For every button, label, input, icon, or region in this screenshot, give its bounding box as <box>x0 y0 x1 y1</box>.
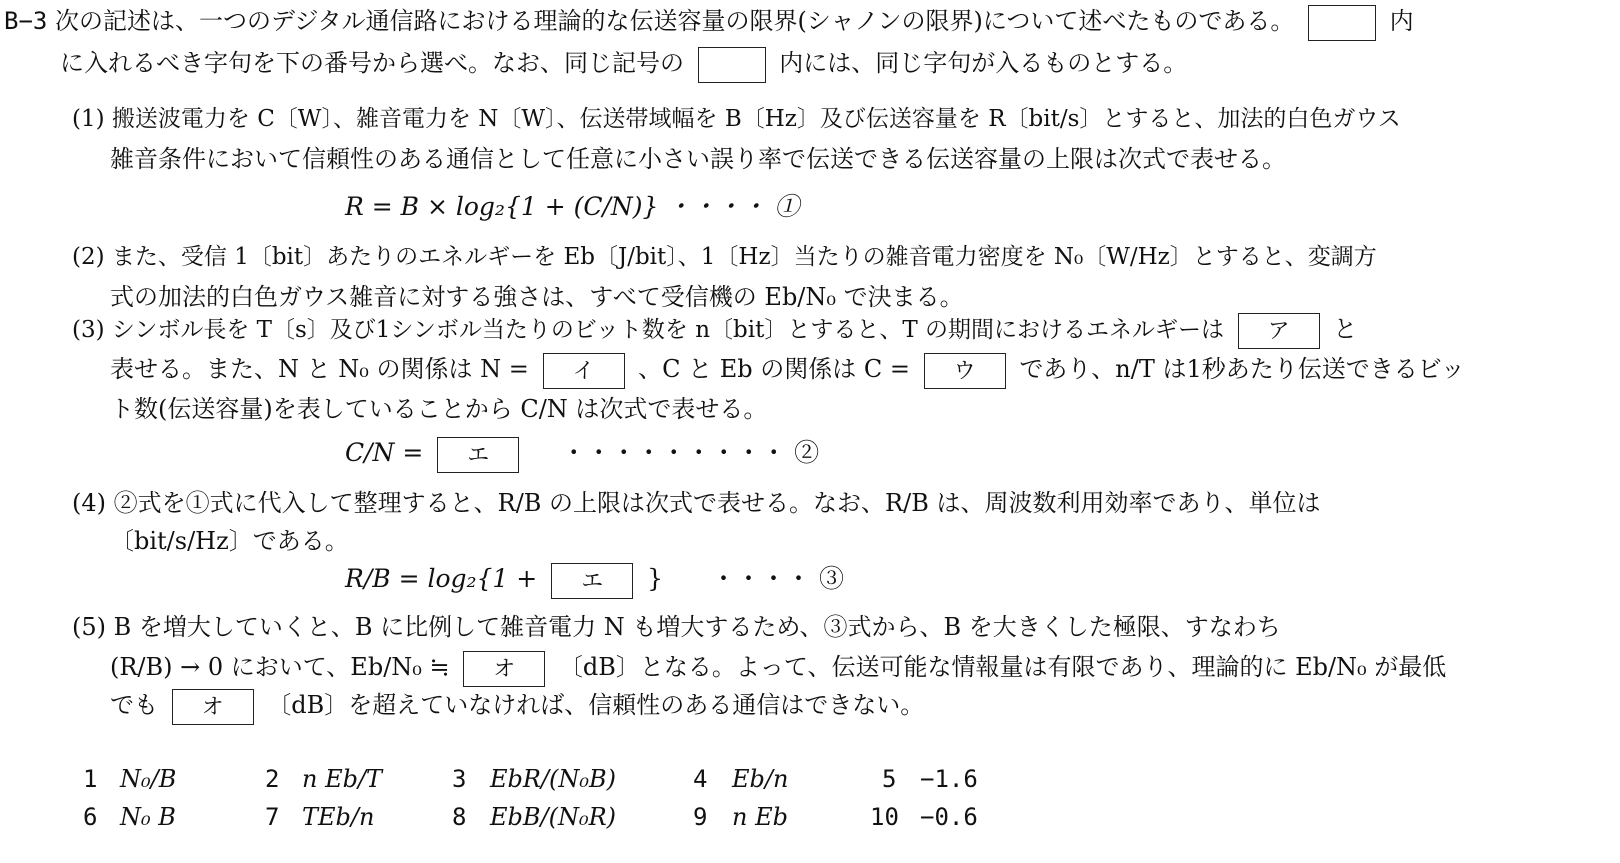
item5-line3 <box>110 688 924 725</box>
option-text: −0.6 <box>920 803 978 831</box>
item3-line3: ト数(伝送容量)を表していることから C/N は次式で表せる。 <box>110 395 768 423</box>
option-text: EbB/(N₀R) <box>490 803 617 831</box>
option-text: TEb/n <box>302 803 375 831</box>
option-number: 7 <box>265 803 280 831</box>
option-number: 6 <box>83 803 98 831</box>
option-text: Eb/n <box>732 765 789 793</box>
equation-2 <box>345 436 819 473</box>
option-number: 4 <box>693 765 708 793</box>
option-number: 1 <box>83 765 98 793</box>
item4-line2: 〔bit/s/Hz〕である。 <box>110 527 349 555</box>
option-number: 2 <box>265 765 280 793</box>
item5-line2 <box>110 650 1446 687</box>
item5-line1: (5) B を増大していくと、B に比例して雑音電力 N も増大するため、③式から、B を大きくした極限、すなわち <box>72 613 1281 641</box>
item2-line1: (2) また、受信 1〔bit〕あたりのエネルギーを Eb〔J/bit〕、1〔Hz〕当たりの雑音電力密度を N₀〔W/Hz〕とすると、変調方 <box>72 244 1377 270</box>
item3-text-2a: 表せる。また、N と N₀ の関係は N = <box>110 355 529 383</box>
blank-e-2: エ <box>551 563 633 599</box>
blank-box-empty <box>698 47 766 83</box>
item5-text-2b: 〔dB〕となる。よって、伝送可能な情報量は有限であり、理論的に Eb/N₀ が最低 <box>558 653 1447 681</box>
intro-text-2: に入れるべき字句を下の番号から選べ。なお、同じ記号の <box>60 49 684 77</box>
blank-a: ア <box>1238 313 1320 349</box>
item1-line2: 雑音条件において信頼性のある通信として任意に小さい誤り率で伝送できる伝送容量の上限は次式で表せる。 <box>110 145 1286 173</box>
intro-text-1b: 内 <box>1389 7 1414 35</box>
item4-line1: (4) ②式を①式に代入して整理すると、R/B の上限は次式で表せる。なお、R/B は、周波数利用効率であり、単位は <box>72 489 1321 517</box>
eq3-close: } <box>647 564 664 593</box>
option-number: 10 <box>870 803 899 831</box>
blank-o-2: オ <box>172 689 254 725</box>
question-intro-line1 <box>4 4 1414 41</box>
item1-line1: (1) 搬送波電力を C〔W〕、雑音電力を N〔W〕、伝送帯域幅を B〔Hz〕及び伝送容量を R〔bit/s〕とすると、加法的白色ガウス <box>72 106 1401 132</box>
item3-text-2c: であり、n/T は1秒あたり伝送できるビッ <box>1019 355 1465 383</box>
eq3-lhs: R/B = log₂{1 + <box>345 564 538 593</box>
option-text: N₀ B <box>120 803 176 831</box>
item5-text-2a: (R/B) → 0 において、Eb/N₀ ≒ <box>110 653 450 681</box>
item3-line1 <box>72 312 1357 349</box>
blank-e: エ <box>437 437 519 473</box>
option-text: EbR/(N₀B) <box>490 765 617 793</box>
intro-text-1: 次の記述は、一つのデジタル通信路における理論的な伝送容量の限界(シャノンの限界)について述べたものである。 <box>55 7 1295 35</box>
blank-box-empty <box>1308 5 1376 41</box>
item5-text-3b: 〔dB〕を超えていなければ、信頼性のある通信はできない。 <box>267 691 925 719</box>
equation-3 <box>345 562 844 599</box>
option-text: n Eb/T <box>302 765 383 793</box>
option-number: 3 <box>452 765 467 793</box>
option-number: 5 <box>882 765 897 793</box>
option-text: −1.6 <box>920 765 978 793</box>
option-text: n Eb <box>732 803 788 831</box>
option-number: 8 <box>452 803 467 831</box>
item3-text-1b: と <box>1333 315 1358 343</box>
eq3-dots: ・・・・ ③ <box>711 564 844 593</box>
item3-line2 <box>110 352 1465 389</box>
blank-o: オ <box>463 651 545 687</box>
option-text: N₀/B <box>120 765 177 793</box>
option-number: 9 <box>693 803 708 831</box>
eq2-lhs: C/N = <box>345 438 424 467</box>
equation-1: R = B × log₂{1 + (C/N)} ・・・・ ① <box>345 192 800 221</box>
item3-text-1: (3) シンボル長を T〔s〕及び1シンボル当たりのビット数を n〔bit〕とすると、T の期間におけるエネルギーは <box>72 317 1225 343</box>
question-intro-line2 <box>60 46 1187 83</box>
item3-text-2b: 、C と Eb の関係は C = <box>638 355 911 383</box>
item5-text-3a: でも <box>110 691 158 719</box>
intro-text-2b: 内には、同じ字句が入るものとする。 <box>779 49 1188 77</box>
blank-u: ウ <box>924 353 1006 389</box>
question-id: B−3 <box>4 7 48 35</box>
item2-line2: 式の加法的白色ガウス雑音に対する強さは、すべて受信機の Eb/N₀ で決まる。 <box>110 283 964 311</box>
eq2-dots: ・・・・・・・・・ ② <box>561 438 820 467</box>
blank-i: イ <box>543 353 625 389</box>
